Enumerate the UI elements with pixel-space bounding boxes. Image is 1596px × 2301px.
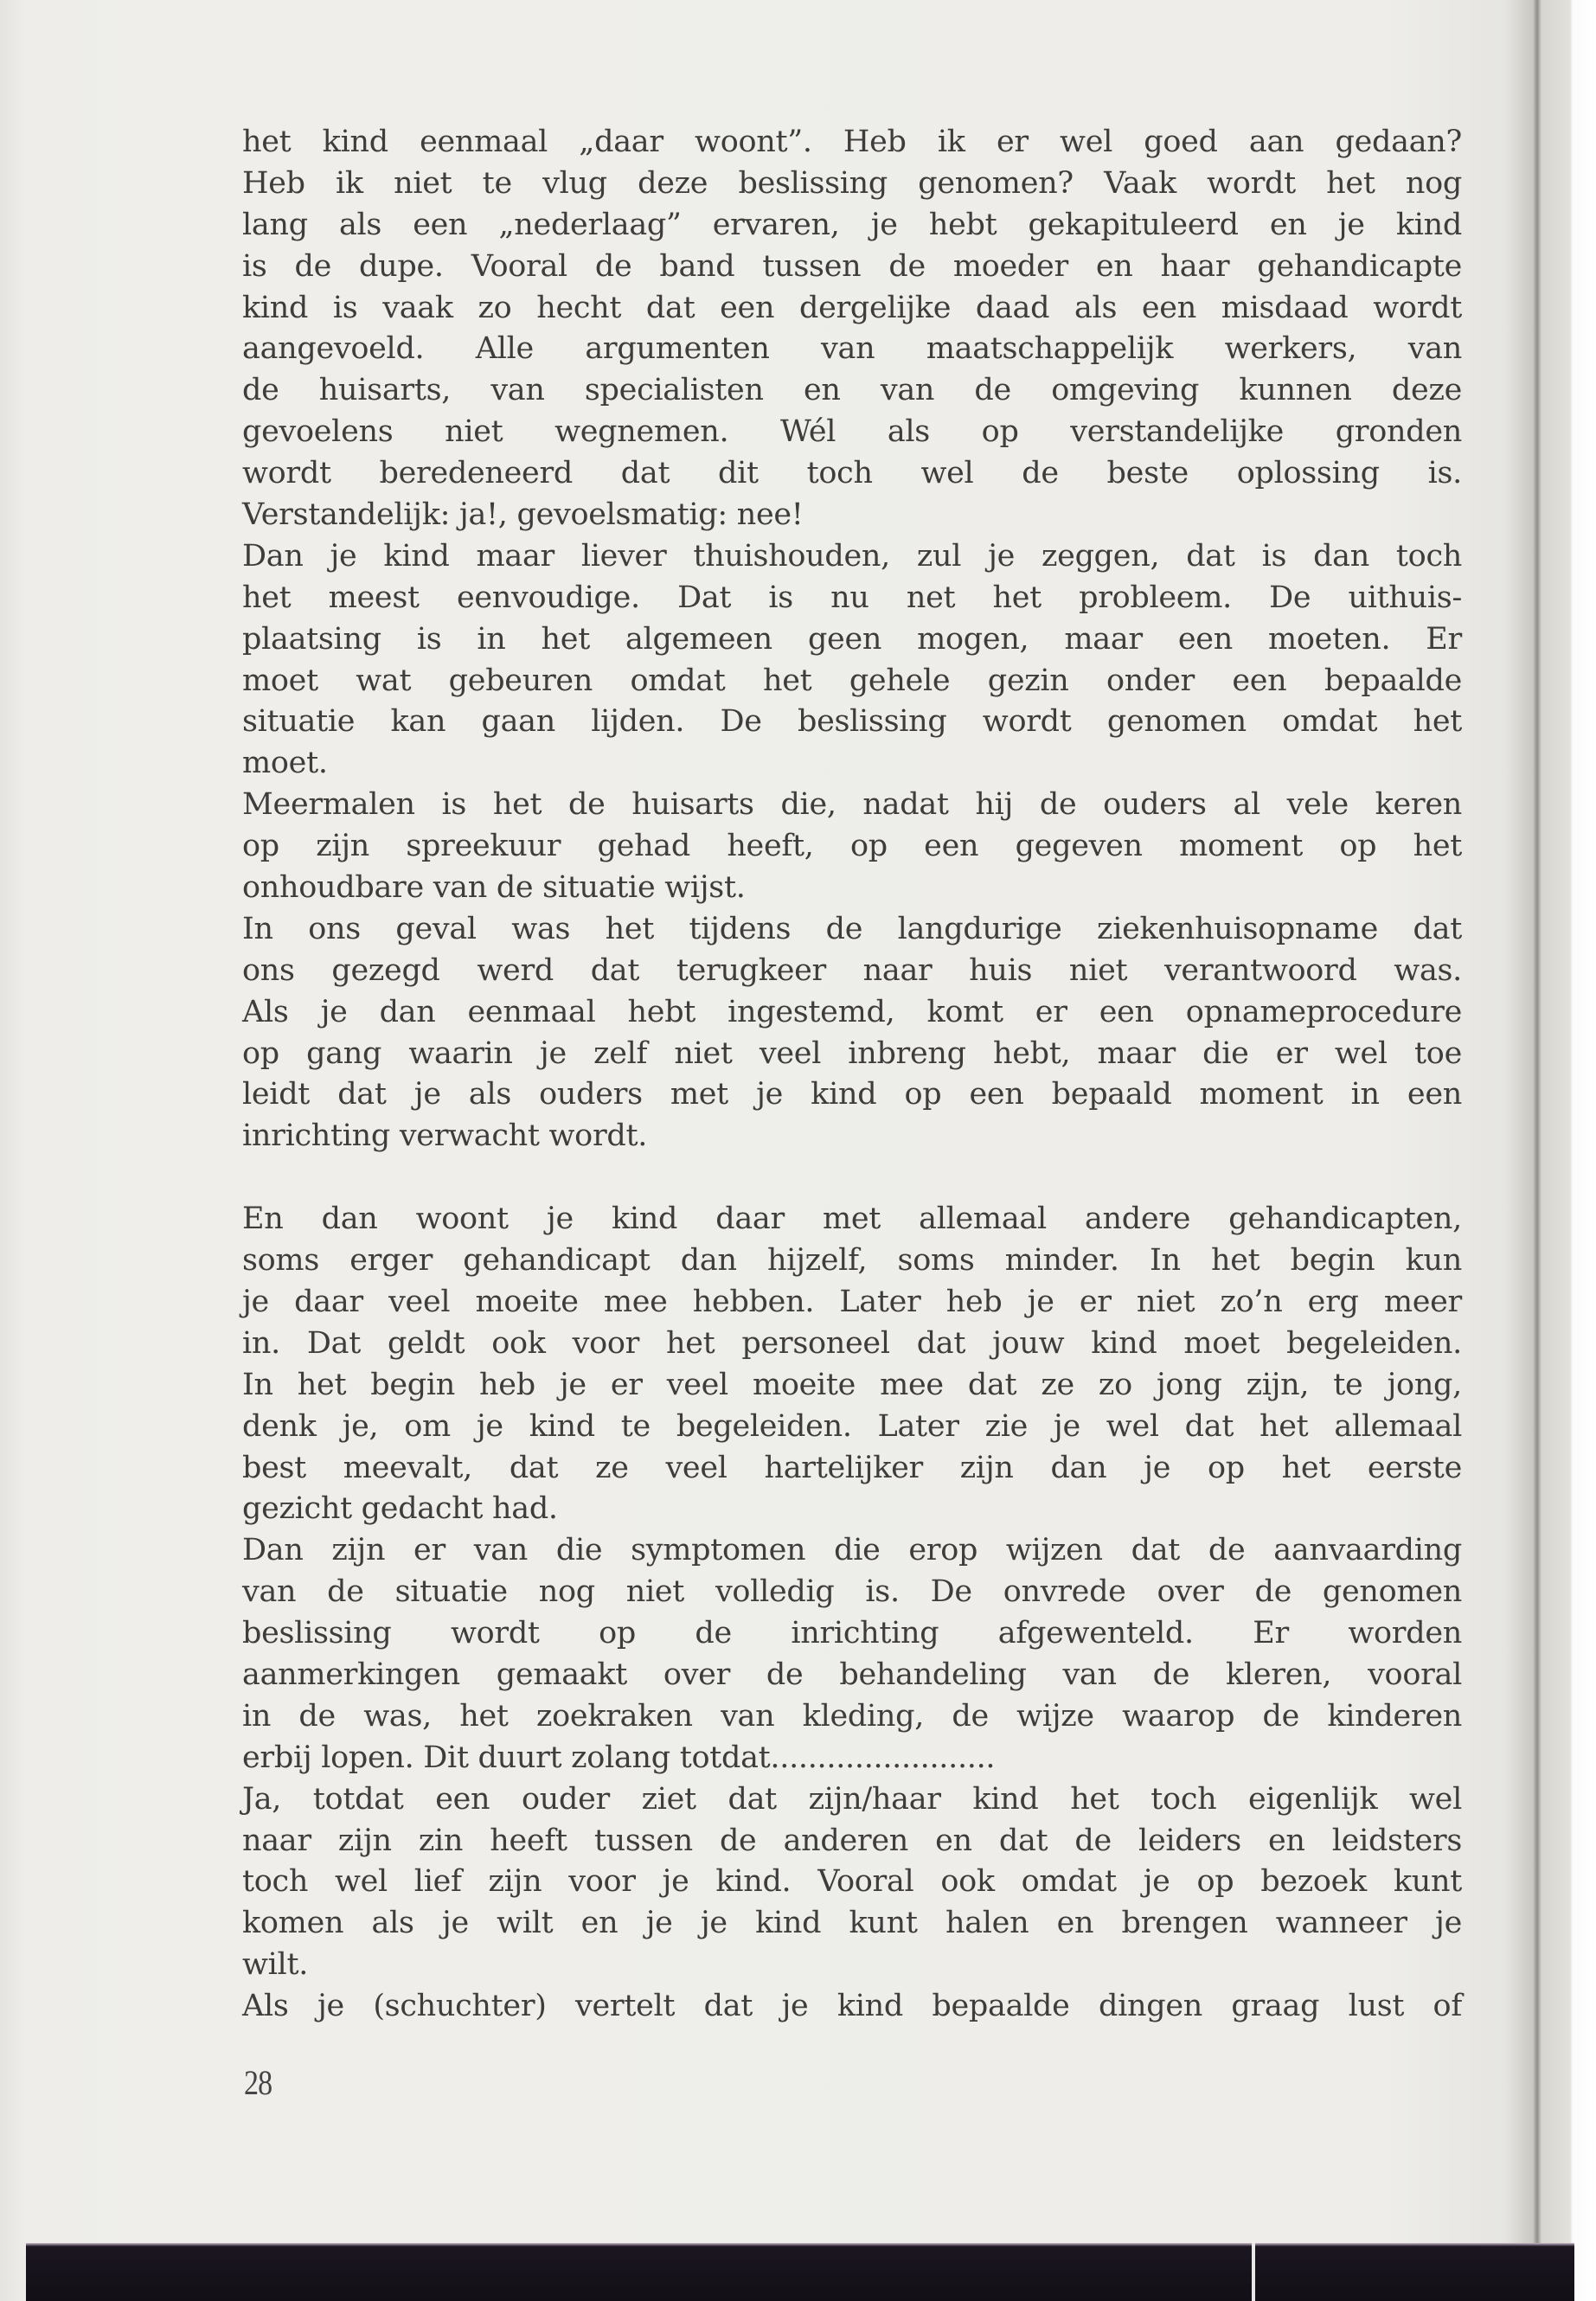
text-line: Als je dan eenmaal hebt ingestemd, komt er een opnameprocedure [242, 994, 1462, 1029]
text-line: Ja, totdat een ouder ziet dat zijn/haar kind het toch eigenlijk wel [242, 1781, 1462, 1817]
text-line: wordt beredeneerd dat dit toch wel de beste oplossing is. [242, 456, 1462, 491]
text-line: gezicht gedacht had. [242, 1491, 558, 1527]
text-line: situatie kan gaan lijden. De beslissing wordt genomen omdat het [242, 704, 1462, 740]
text-line: beslissing wordt op de inrichting afgewenteld. Er worden [242, 1616, 1462, 1651]
text-line: de huisarts, van specialisten en van de omgeving kunnen deze [242, 373, 1462, 408]
blank-line [242, 1157, 1462, 1199]
text-line: Dan zijn er van die symptomen die erop wijzen dat de aanvaarding [242, 1533, 1462, 1568]
text-line: toch wel lief zijn voor je kind. Vooral ook omdat je op bezoek kunt [242, 1864, 1462, 1900]
text-line: Als je (schuchter) vertelt dat je kind bepaalde dingen graag lust of [242, 1989, 1462, 2024]
scan-edge-gap [1252, 2243, 1255, 2301]
text-line: In ons geval was het tijdens de langdurige ziekenhuisopname dat [242, 911, 1462, 946]
text-line: het kind eenmaal „daar woont”. Heb ik er wel goed aan gedaan? [242, 125, 1462, 159]
text-line: komen als je wilt en je je kind kunt halen en brengen wanneer je [242, 1906, 1462, 1941]
text-line: Dan je kind maar liever thuishouden, zul je zeggen, dat is dan toch [242, 538, 1462, 574]
text-line: het meest eenvoudige. Dat is nu net het probleem. De uithuis- [242, 580, 1462, 615]
text-line: aangevoeld. Alle argumenten van maatschappelijk werkers, van [242, 331, 1462, 367]
text-line: In het begin heb je er veel moeite mee dat ze zo jong zijn, te jong, [242, 1367, 1462, 1402]
text-line: erbij lopen. Dit duurt zolang totdat........................ [242, 1740, 996, 1775]
text-line: gevoelens niet wegnemen. Wél als op verstandelijke gronden [242, 414, 1462, 450]
text-line: in de was, het zoekraken van kleding, de wijze waarop de kinderen [242, 1698, 1462, 1734]
text-line: Heb ik niet te vlug deze beslissing genomen? Vaak wordt het nog [242, 165, 1462, 201]
text-line: leidt dat je als ouders met je kind op een bepaald moment in een [242, 1077, 1462, 1112]
text-line: inrichting verwacht wordt. [242, 1118, 648, 1154]
text-line: soms erger gehandicapt dan hijzelf, soms minder. In het begin kun [242, 1243, 1462, 1279]
text-line: Verstandelijk: ja!, gevoelsmatig: nee! [242, 497, 804, 533]
text-line: naar zijn zin heeft tussen de anderen en dat de leiders en leidsters [242, 1823, 1462, 1858]
text-line: denk je, om je kind te begeleiden. Later zie je wel dat het allemaal [242, 1408, 1462, 1444]
text-line: wilt. [242, 1947, 309, 1983]
text-line: op gang waarin je zelf niet veel inbreng hebt, maar die er wel toe [242, 1035, 1462, 1071]
text-line: aanmerkingen gemaakt over de behandeling van de kleren, vooral [242, 1657, 1462, 1692]
text-line: plaatsing is in het algemeen geen mogen, maar een moeten. Er [242, 621, 1462, 657]
text-line: in. Dat geldt ook voor het personeel dat jouw kind moet begeleiden. [242, 1325, 1462, 1361]
text-line: moet. [242, 746, 328, 781]
text-line: ons gezegd werd dat terugkeer naar huis niet verantwoord was. [242, 952, 1462, 988]
text-line: je daar veel moeite mee hebben. Later heb je er niet zo’n erg meer [242, 1284, 1462, 1319]
text-line: Meermalen is het de huisarts die, nadat hij de ouders al vele keren [242, 787, 1462, 823]
scan-bottom-edge [26, 2243, 1574, 2301]
text-line: best meevalt, dat ze veel hartelijker zijn dan je op het eerste [242, 1450, 1462, 1485]
text-line: van de situatie nog niet volledig is. De onvrede over de genomen [242, 1574, 1462, 1610]
body-text [242, 122, 1462, 2028]
page-number: 28 [244, 2063, 272, 2102]
text-line: kind is vaak zo hecht dat een dergelijke daad als een misdaad wordt [242, 290, 1462, 325]
text-line: lang als een „nederlaag” ervaren, je hebt gekapituleerd en je kind [242, 207, 1462, 242]
text-line: moet wat gebeuren omdat het gehele gezin onder een bepaalde [242, 663, 1462, 698]
text-line: onhoudbare van de situatie wijst. [242, 870, 746, 906]
text-line: op zijn spreekuur gehad heeft, op een gegeven moment op het [242, 829, 1462, 864]
text-line: is de dupe. Vooral de band tussen de moeder en haar gehandicapte [242, 248, 1462, 284]
text-line: En dan woont je kind daar met allemaal andere gehandicapten, [242, 1202, 1462, 1237]
